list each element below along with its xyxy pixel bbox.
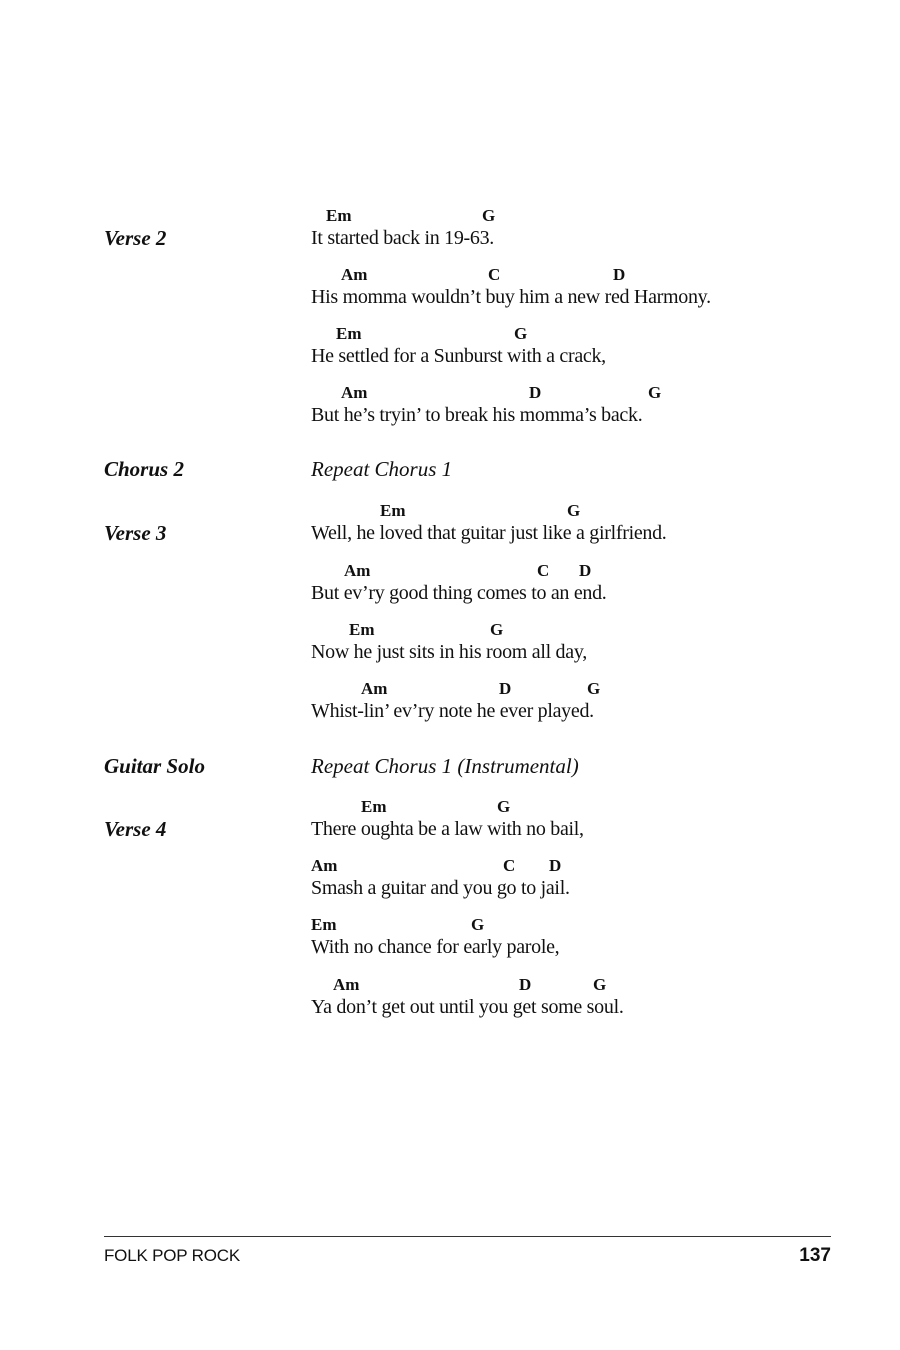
lyric-line — [311, 620, 871, 668]
chord: Em — [336, 324, 362, 343]
chord: D — [579, 561, 592, 580]
page-number: 137 — [799, 1245, 831, 1266]
footer-book-title: FOLK POP ROCK — [104, 1246, 240, 1265]
chord: Em — [311, 915, 337, 934]
lyric-text: Well, he loved that guitar just like a girlfriend. — [311, 522, 667, 544]
chord: G — [482, 206, 496, 225]
section-label-guitar-solo: Guitar Solo — [104, 754, 205, 778]
lyric-text: His momma wouldn’t buy him a new red Harmony. — [311, 286, 711, 308]
chord: C — [503, 856, 516, 875]
lyric-line — [311, 265, 871, 313]
chord: Am — [361, 679, 388, 698]
chord: G — [567, 501, 581, 520]
chord: Em — [326, 206, 352, 225]
lyric-line — [311, 206, 871, 254]
lyric-text: Ya don’t get out until you get some soul. — [311, 996, 624, 1018]
lyric-line — [311, 797, 871, 845]
chord: D — [613, 265, 626, 284]
chord: Am — [341, 265, 368, 284]
chord: D — [499, 679, 512, 698]
lyric-text: Now he just sits in his room all day, — [311, 641, 587, 663]
chord: C — [537, 561, 550, 580]
chord: D — [529, 383, 542, 402]
lyric-text: Whist-lin’ ev’ry note he ever played. — [311, 700, 594, 722]
lyric-line — [311, 856, 871, 904]
lyric-text: But he’s tryin’ to break his momma’s back. — [311, 404, 643, 426]
chord: G — [593, 975, 607, 994]
lyric-text: But ev’ry good thing comes to an end. — [311, 582, 607, 604]
chord: Am — [344, 561, 371, 580]
lyric-text: It started back in 19-63. — [311, 227, 494, 249]
chord: G — [514, 324, 528, 343]
lyric-line — [311, 975, 871, 1023]
chord: D — [549, 856, 562, 875]
chord: C — [488, 265, 501, 284]
chord: Em — [380, 501, 406, 520]
chord: G — [497, 797, 511, 816]
chord: Am — [333, 975, 360, 994]
chord: G — [471, 915, 485, 934]
chord: G — [490, 620, 504, 639]
lyric-line — [311, 915, 871, 963]
lyric-line — [311, 679, 871, 727]
lyric-line — [311, 561, 871, 609]
repeat-instruction: Repeat Chorus 1 — [311, 457, 453, 481]
footer-divider — [104, 1236, 831, 1237]
lyric-line — [311, 383, 871, 431]
lyric-text: There oughta be a law with no bail, — [311, 818, 584, 840]
section-label-chorus-2: Chorus 2 — [104, 457, 184, 481]
section-label-verse-4: Verse 4 — [104, 817, 167, 841]
chord: G — [587, 679, 601, 698]
chord: Em — [361, 797, 387, 816]
repeat-instruction: Repeat Chorus 1 (Instrumental) — [311, 754, 579, 778]
lyric-line — [311, 324, 871, 372]
lyric-text: Smash a guitar and you go to jail. — [311, 877, 570, 899]
lyric-line — [311, 501, 871, 549]
lyric-text: He settled for a Sunburst with a crack, — [311, 345, 606, 367]
section-label-verse-2: Verse 2 — [104, 226, 167, 250]
chord: Em — [349, 620, 375, 639]
chord: Am — [311, 856, 338, 875]
chord: G — [648, 383, 662, 402]
section-label-verse-3: Verse 3 — [104, 521, 167, 545]
lyric-text: With no chance for early parole, — [311, 936, 560, 958]
chord: D — [519, 975, 532, 994]
chord: Am — [341, 383, 368, 402]
